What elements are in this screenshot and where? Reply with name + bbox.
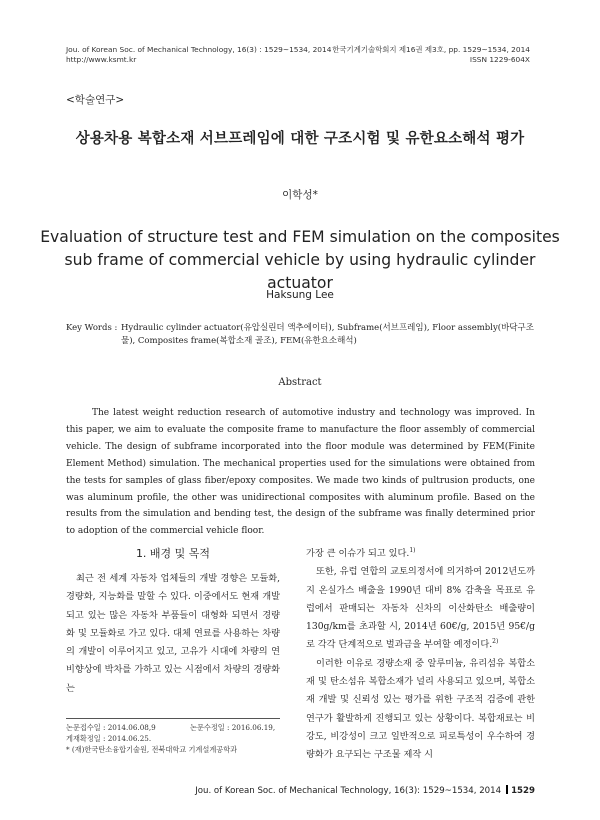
footer-separator	[506, 785, 508, 794]
keywords-block	[66, 322, 536, 348]
article-type-tag: <학술연구>	[66, 94, 125, 106]
citation-ref[interactable]: 2)	[492, 638, 499, 646]
keywords-label: Key Words :	[66, 323, 118, 333]
received-date: 논문접수일 : 2014.06.08,9	[66, 723, 156, 732]
revised-date: 논문수정일 : 2016.06.19,	[190, 723, 276, 732]
paper-title-english	[40, 226, 560, 295]
paragraph-text: 이러한 이유로 경량소재 중 알루미늄, 유리섬유 복합소재 및 탄소섬유 복합소재가 널리 사용되고 있으며, 복합소재 개발 및 신뢰성 있는 평가를 위한 구조적 검증에 관한 연구가 활발하게 진행되고 있는 상황이다. 복합재료는 비강도, 비강성이 크고 일반적으로 피로특성이 우수하여 경량화가 요구되는 구조물 제작 시	[306, 657, 535, 761]
footnote-divider	[66, 718, 280, 719]
body-paragraph	[306, 655, 535, 765]
footer-citation: Jou. of Korean Soc. of Mechanical Technology, 16(3): 1529~1534, 2014	[195, 786, 502, 796]
body-right-column	[306, 545, 535, 765]
page-footer	[0, 785, 535, 796]
body-paragraph	[306, 545, 535, 563]
header-citation-en: Jou. of Korean Soc. of Mechanical Technology, 16(3) : 1529~1534, 2014	[66, 45, 332, 54]
section-1-heading: 1. 배경 및 목적	[135, 547, 211, 560]
body-left-column: 최근 전 세계 자동차 업체들의 개발 경향은 모듈화, 경량화, 지능화를 말할 수 있다. 이중에서도 현재 개발되고 있는 많은 자동차 부품들이 대형화 되면서 경량화 및 모듈화로 가고 있다. 대체 연료를 사용하는 차량의 개발이 이루어지고 있고, 고유가 시대에 차량의 연비향상에 박차를 가하고 있는 시점에서 차량의 경량화는	[66, 573, 280, 694]
title-en-line-2: sub frame of commercial vehicle by using hydraulic cylinder actuator	[64, 251, 536, 292]
journal-header-left	[66, 45, 336, 65]
paper-title-korean: 상용차용 복합소재 서브프레임에 대한 구조시험 및 유한요소해석 평가	[75, 131, 525, 147]
header-citation-ko: 한국기계기술학회지 제16권 제3호, pp. 1529~1534, 2014	[332, 45, 530, 54]
author-affiliation: * (재)한국탄소융합기술원, 전북대학교 기계설계공학과	[66, 745, 238, 754]
header-issn: ISSN 1229-604X	[469, 55, 530, 64]
accepted-date: 게재확정일 : 2014.06.25.	[66, 734, 152, 743]
citation-ref[interactable]: 1)	[409, 546, 416, 554]
journal-header-right	[330, 45, 530, 65]
paragraph-text: 가장 큰 이슈가 되고 있다.	[306, 548, 410, 559]
title-en-line-1: Evaluation of structure test and FEM simulation on the composites	[40, 228, 560, 246]
keywords-text: Hydraulic cylinder actuator(유압실린더 액추에이터), Subframe(서브프레임), Floor assembly(바닥구조물), Composites frame(복합소재 골조), FEM(유한요소해석)	[121, 323, 534, 346]
author-english: Haksung Lee	[266, 289, 334, 301]
header-url[interactable]: http://www.ksmt.kr	[66, 55, 137, 64]
body-paragraph	[306, 563, 535, 654]
abstract-body: The latest weight reduction research of automotive industry and technology was improved. In this paper, we aim to evaluate the composite frame to manufacture the floor assembly of commercial vehicle. The design of subframe incorporated into the floor module was determined by FEM(Finite Element Method) simulation. The mechanical properties used for the simulations were obtained from the tests for samples of glass fiber/epoxy composites. We made two kinds of pultrusion products, one was aluminum profile, the other was unidirectional composites with aluminum profile. Based on the results from the simulation and bending test, the design of the subframe was finally determined prior to adoption of the commercial vehicle floor.	[66, 408, 535, 537]
page-number: 1529	[511, 786, 535, 796]
abstract-heading: Abstract	[278, 377, 322, 388]
author-korean: 이학성*	[282, 189, 318, 201]
paragraph-text: 또한, 유럽 연합의 교토의정서에 의거하여 2012년도까지 온실가스 배출을 1990년 대비 8% 감축을 목표로 유럽에서 판매되는 자동차 신차의 이산화탄소 배출량이 130g/km를 초과할 시, 2014년 60€/g, 2015년 95€/g로 각각 단계적으로 벌과금을 부여할 예정이다.	[306, 566, 535, 651]
